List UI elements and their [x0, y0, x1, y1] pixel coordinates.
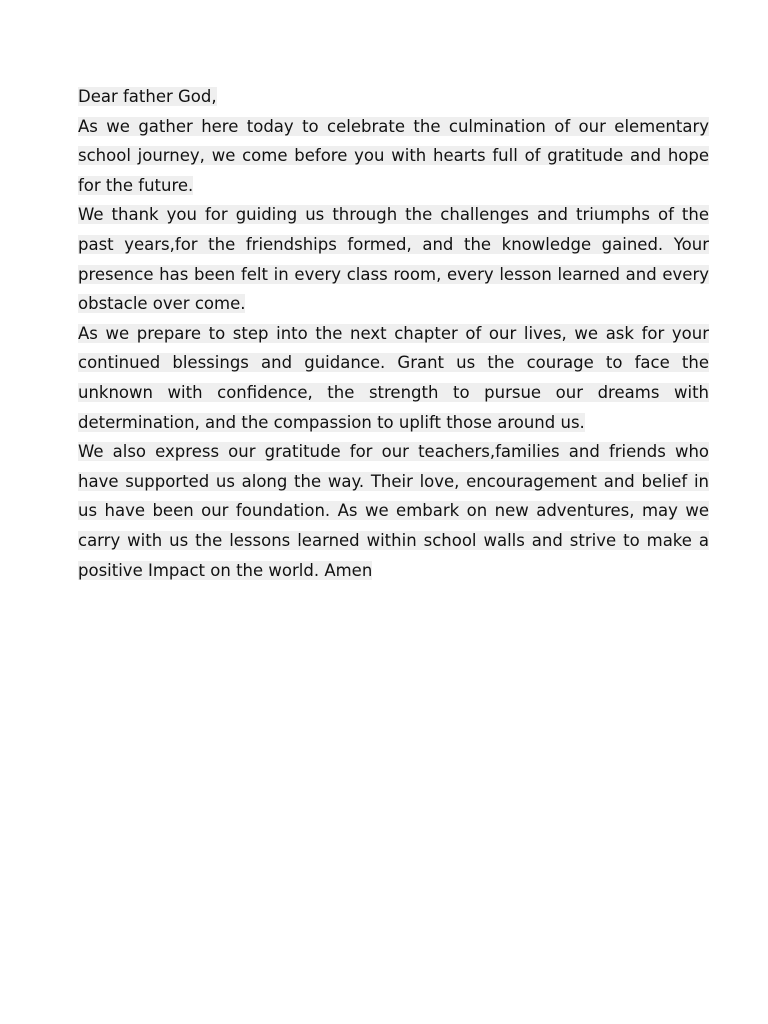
- paragraph-3: [78, 319, 709, 437]
- paragraph-4: [78, 437, 709, 585]
- paragraph-1-text: As we gather here today to celebrate the culmination of our elementary school journey, we come before you with hearts full of gratitude and hope for the future.: [78, 116, 709, 195]
- paragraph-4-text: We also express our gratitude for our teachers,families and friends who have supported us along the way. Their love, encouragement and belief in us have been our foundation. As we embark on new adventures, may we carry with us the lessons learned within school walls and strive to make a positive Impact on the world. Amen: [78, 442, 709, 580]
- paragraph-2: [78, 200, 709, 318]
- paragraph-1: [78, 112, 709, 201]
- paragraph-3-text: As we prepare to step into the next chapter of our lives, we ask for your continued blessings and guidance. Grant us the courage to face the unknown with confidence, the strength to pursue our dreams with determination, and the compassion to uplift those around us.: [78, 323, 709, 432]
- prayer-text: [78, 82, 709, 585]
- paragraph-2-text: We thank you for guiding us through the challenges and triumphs of the past years,for the friendships formed, and the knowledge gained. Your presence has been felt in every class room, every lesson learned and every obstacle over come.: [78, 205, 709, 314]
- salutation: [78, 82, 709, 112]
- salutation-text: Dear father God,: [78, 87, 217, 106]
